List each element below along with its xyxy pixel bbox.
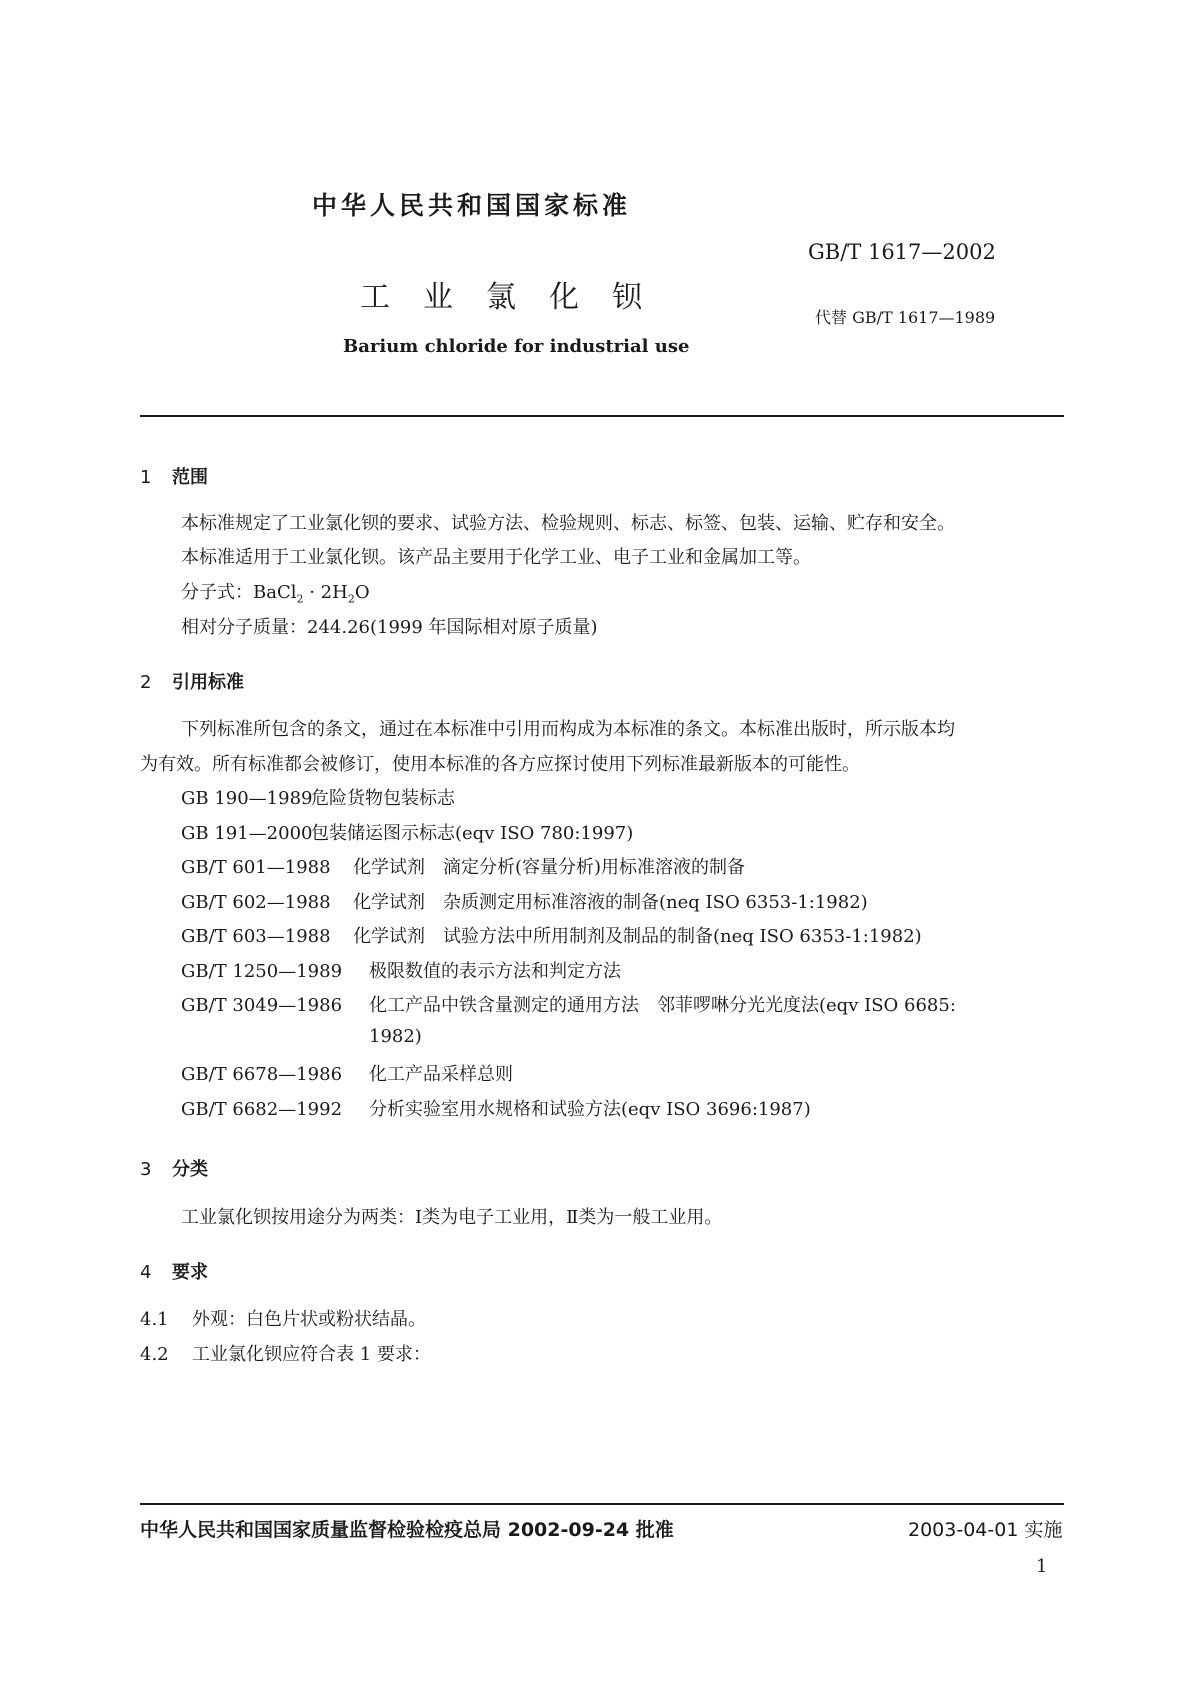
footer-divider xyxy=(140,1503,1064,1505)
section-title: 范围 xyxy=(172,467,208,488)
molecular-formula: 分子式：BaCl$_2$ · $2H_2O$ xyxy=(181,582,370,606)
clause-4-1: 4.1 外观：白色片状或粉状结晶。 xyxy=(140,1309,426,1330)
reference-item-continuation: 1982) xyxy=(369,1026,422,1047)
section-4-heading xyxy=(140,1258,208,1284)
paragraph: 工业氯化钡按用途分为两类：Ⅰ类为电子工业用，Ⅱ类为一般工业用。 xyxy=(181,1207,723,1228)
section-1-heading xyxy=(140,463,208,489)
document-title-cn: 工业氯化钡 xyxy=(360,280,675,315)
section-2-heading xyxy=(140,668,244,694)
reference-item: GB 190—1989危险货物包装标志 xyxy=(181,788,455,809)
page-number: 1 xyxy=(1036,1556,1048,1577)
reference-item: GB/T 6678—1986 化工产品采样总则 xyxy=(181,1064,513,1085)
reference-item: GB 191—2000包装储运图示标志(eqv ISO 780:1997) xyxy=(181,823,634,844)
section-title: 要求 xyxy=(172,1262,208,1283)
header-divider xyxy=(140,415,1064,417)
paragraph: 下列标准所包含的条文，通过在本标准中引用而构成为本标准的条文。本标准出版时，所示版本均 xyxy=(181,719,955,740)
molecular-mass: 相对分子质量：244.26(1999 年国际相对原子质量) xyxy=(181,617,598,638)
section-number: 2 xyxy=(140,672,152,693)
paragraph: 本标准规定了工业氯化钡的要求、试验方法、检验规则、标志、标签、包装、运输、贮存和安全。 xyxy=(181,513,955,534)
paragraph: 为有效。所有标准都会被修订，使用本标准的各方应探讨使用下列标准最新版本的可能性。 xyxy=(140,754,860,775)
reference-item: GB/T 1250—1989 极限数值的表示方法和判定方法 xyxy=(181,961,621,982)
reference-item: GB/T 3049—1986 化工产品中铁含量测定的通用方法 邻菲啰啉分光光度法(eqv ISO 6685: xyxy=(181,995,956,1016)
document-title-en: Barium chloride for industrial use xyxy=(343,336,690,357)
effective-date: 2003-04-01 实施 xyxy=(908,1519,1063,1541)
reference-item: GB/T 603—1988 化学试剂 试验方法中所用制剂及制品的制备(neq ISO 6353-1:1982) xyxy=(181,926,922,947)
clause-4-2: 4.2 工业氯化钡应符合表 1 要求： xyxy=(140,1344,431,1365)
reference-item: GB/T 6682—1992 分析实验室用水规格和试验方法(eqv ISO 3696:1987) xyxy=(181,1099,811,1120)
section-number: 1 xyxy=(140,467,152,488)
section-number: 4 xyxy=(140,1262,152,1283)
section-3-heading xyxy=(140,1155,208,1181)
section-title: 分类 xyxy=(172,1159,208,1180)
reference-item: GB/T 602—1988 化学试剂 杂质测定用标准溶液的制备(neq ISO 6353-1:1982) xyxy=(181,892,868,913)
country-standard-title: 中华人民共和国国家标准 xyxy=(312,191,632,220)
section-number: 3 xyxy=(140,1159,152,1180)
reference-item: GB/T 601—1988 化学试剂 滴定分析(容量分析)用标准溶液的制备 xyxy=(181,857,746,878)
section-title: 引用标准 xyxy=(172,672,244,693)
replaces-standard: 代替 GB/T 1617—1989 xyxy=(815,308,996,327)
standard-number: GB/T 1617—2002 xyxy=(808,240,996,264)
approval-line: 中华人民共和国国家质量监督检验检疫总局 2002-09-24 批准 xyxy=(140,1519,674,1541)
paragraph: 本标准适用于工业氯化钡。该产品主要用于化学工业、电子工业和金属加工等。 xyxy=(181,547,811,568)
